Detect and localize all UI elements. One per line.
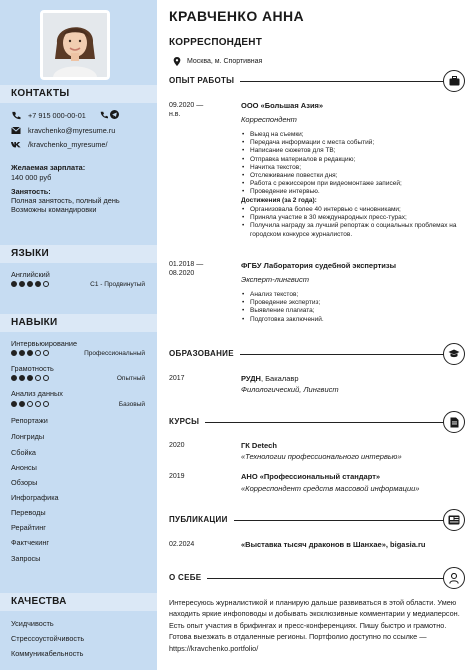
salary-label: Желаемая зарплата:: [11, 163, 86, 172]
skill-level: Базовый: [118, 401, 145, 408]
skill-level: Опытный: [116, 375, 145, 382]
contacts-heading: КОНТАКТЫ: [0, 85, 157, 103]
rating-dot-filled: [35, 281, 41, 287]
skill-level: Профессиональный: [84, 350, 145, 357]
salary-value: 140 000 руб: [11, 173, 52, 182]
job-position: Эксперт-лингвист: [241, 275, 309, 284]
list-item: • Анализ текстов;: [241, 291, 463, 299]
course-organization: АНО «Профессиональный стандарт»: [241, 472, 381, 481]
publications-section-header: [169, 510, 465, 530]
skill-item: Инфографика: [11, 493, 59, 502]
location-pin-icon: [173, 57, 181, 66]
achievements-list: [241, 206, 463, 239]
newspaper-icon: [443, 509, 465, 531]
email-link[interactable]: kravchenko@myresume.ru: [28, 126, 116, 135]
list-item: • Организовала более 40 интервью с чиновниками;: [241, 206, 463, 214]
publication-source: , bigasia.ru: [385, 540, 426, 549]
skill-name: Интервьюирование: [11, 339, 78, 348]
profile-photo: [40, 10, 110, 80]
list-item: • Отправка материалов в редакцию;: [241, 156, 463, 164]
viber-icon: [100, 110, 108, 120]
list-item: • Работа с режиссером при видеомонтаже записей;: [241, 180, 463, 188]
experience-section-header: [169, 71, 465, 91]
list-item: • Выезд на съемки;: [241, 131, 463, 139]
education-heading: ОБРАЗОВАНИЕ: [169, 349, 240, 358]
language-name: Английский: [11, 270, 50, 279]
sidebar: [0, 0, 157, 670]
employment-line-2: Возможны командировки: [11, 205, 97, 214]
list-item: • Написание сюжетов для ТВ;: [241, 147, 463, 155]
skill-item: Сбойка: [11, 448, 36, 457]
skill-rating: [11, 375, 49, 381]
rating-dot-empty: [35, 401, 41, 407]
main-content: [157, 0, 473, 670]
candidate-name: КРАВЧЕНКО АННА: [169, 8, 304, 24]
rating-dot-filled: [19, 375, 25, 381]
rating-dot-filled: [11, 281, 17, 287]
skill-item: Лонгриды: [11, 432, 45, 441]
divider: [169, 578, 445, 579]
skill-item: Рерайтинг: [11, 523, 46, 532]
skill-rating: [11, 350, 49, 356]
rating-dot-filled: [11, 350, 17, 356]
quality-item: Коммуникабельность: [11, 649, 84, 658]
qualities-heading: КАЧЕСТВА: [0, 593, 157, 611]
employment-line-1: Полная занятость, полный день: [11, 196, 120, 205]
rating-dot-empty: [27, 401, 33, 407]
job-date-start: 01.2018 —: [169, 261, 204, 268]
publication-title: «Выставка тысяч драконов в Шанхае»: [241, 540, 386, 549]
publications-heading: ПУБЛИКАЦИИ: [169, 515, 234, 524]
list-item: • Начитка текстов;: [241, 164, 463, 172]
skill-name: Анализ данных: [11, 389, 63, 398]
list-item: • Получила награду за лучший репортаж о социальных проблемах на городском конкурсе журналистов.: [241, 222, 463, 238]
about-heading: О СЕБЕ: [169, 573, 207, 582]
skill-name: Грамотность: [11, 364, 54, 373]
rating-dot-filled: [11, 375, 17, 381]
course-year: 2019: [169, 473, 185, 480]
job-date-end: 08.2020: [169, 270, 195, 277]
list-item: • Проведение экспертиз;: [241, 299, 463, 307]
list-item: • Подготовка заключений.: [241, 316, 463, 324]
rating-dot-empty: [43, 350, 49, 356]
about-section-header: [169, 568, 465, 588]
rating-dot-empty: [43, 375, 49, 381]
course-name: «Корреспондент средств массовой информации»: [241, 484, 420, 493]
person-icon: [443, 567, 465, 589]
skill-item: Анонсы: [11, 463, 37, 472]
rating-dot-filled: [27, 350, 33, 356]
skills-heading: НАВЫКИ: [0, 314, 157, 332]
quality-item: Усидчивость: [11, 619, 54, 628]
skill-rating: [11, 401, 49, 407]
job-organization: ФГБУ Лаборатория судебной экспертизы: [241, 261, 396, 270]
skill-item: Обзоры: [11, 478, 38, 487]
list-item: • Проведение интервью.: [241, 188, 463, 196]
rating-dot-filled: [11, 401, 17, 407]
education-section-header: [169, 344, 465, 364]
quality-item: Стрессоустойчивость: [11, 634, 85, 643]
job-date-start: 09.2020 —: [169, 102, 204, 109]
location: Москва, м. Спортивная: [187, 58, 263, 65]
vk-link[interactable]: /kravchenko_myresume/: [28, 140, 108, 149]
language-rating: [11, 281, 49, 287]
course-organization: ГК Detech: [241, 441, 277, 450]
education-degree: , Бакалавр: [260, 374, 299, 383]
language-level: C1 - Продвинутый: [90, 281, 145, 288]
phone-number[interactable]: +7 915 000-00-01: [28, 111, 86, 120]
vk-icon: [11, 140, 21, 149]
education-year: 2017: [169, 375, 185, 382]
rating-dot-filled: [27, 375, 33, 381]
rating-dot-filled: [19, 350, 25, 356]
experience-heading: ОПЫТ РАБОТЫ: [169, 76, 240, 85]
education-entry: [241, 374, 299, 383]
graduation-cap-icon: [443, 343, 465, 365]
about-text: Интересуюсь журналистикой и планирую дальше развиваться в этой области. Умею находить яркие инфоповоды и добывать эксклюзивные комментарии у медиаперсон. Есть опыт участия в брифингах и пресс-конференциях. Пишу быстро и грамотно. Готова выезжать в отдаленные регионы. Портфолио доступно по ссылке — https://kravchenko.portfolio/: [169, 598, 460, 653]
job-title: КОРРЕСПОНДЕНТ: [169, 37, 263, 48]
divider: [169, 422, 445, 423]
rating-dot-empty: [35, 375, 41, 381]
rating-dot-filled: [19, 281, 25, 287]
achievements-label: Достижения (за 2 года):: [241, 197, 317, 204]
education-school: РУДН: [241, 374, 261, 383]
job-position: Корреспондент: [241, 115, 297, 124]
rating-dot-empty: [35, 350, 41, 356]
job-organization: ООО «Большая Азия»: [241, 101, 324, 110]
list-item: • Передача информации с места событий;: [241, 139, 463, 147]
course-name: «Технологии профессионального интервью»: [241, 452, 402, 461]
courses-section-header: [169, 412, 465, 432]
phone-icon: [11, 111, 21, 120]
list-item: • Отслеживание повестки дня;: [241, 172, 463, 180]
list-item: • Приняла участие в 30 международных пресс-турах;: [241, 214, 463, 222]
publication-date: 02.2024: [169, 541, 195, 548]
education-field: Филологический, Лингвист: [241, 385, 339, 394]
skill-item: Репортажи: [11, 416, 48, 425]
telegram-icon: [110, 110, 119, 119]
job-duties-list: [241, 131, 463, 197]
rating-dot-filled: [27, 281, 33, 287]
list-item: • Выявление плагиата;: [241, 307, 463, 315]
employment-label: Занятость:: [11, 187, 51, 196]
languages-heading: ЯЗЫКИ: [0, 245, 157, 263]
publication-entry[interactable]: [241, 540, 425, 549]
courses-heading: КУРСЫ: [169, 417, 205, 426]
briefcase-icon: [443, 70, 465, 92]
skill-item: Фактчекинг: [11, 538, 50, 547]
skill-item: Запросы: [11, 554, 41, 563]
document-icon: [443, 411, 465, 433]
job-date-end: н.в.: [169, 111, 181, 118]
email-icon: [11, 126, 21, 135]
course-year: 2020: [169, 442, 185, 449]
skill-item: Переводы: [11, 508, 46, 517]
rating-dot-empty: [43, 401, 49, 407]
job-duties-list: [241, 291, 463, 324]
rating-dot-empty: [43, 281, 49, 287]
rating-dot-filled: [19, 401, 25, 407]
